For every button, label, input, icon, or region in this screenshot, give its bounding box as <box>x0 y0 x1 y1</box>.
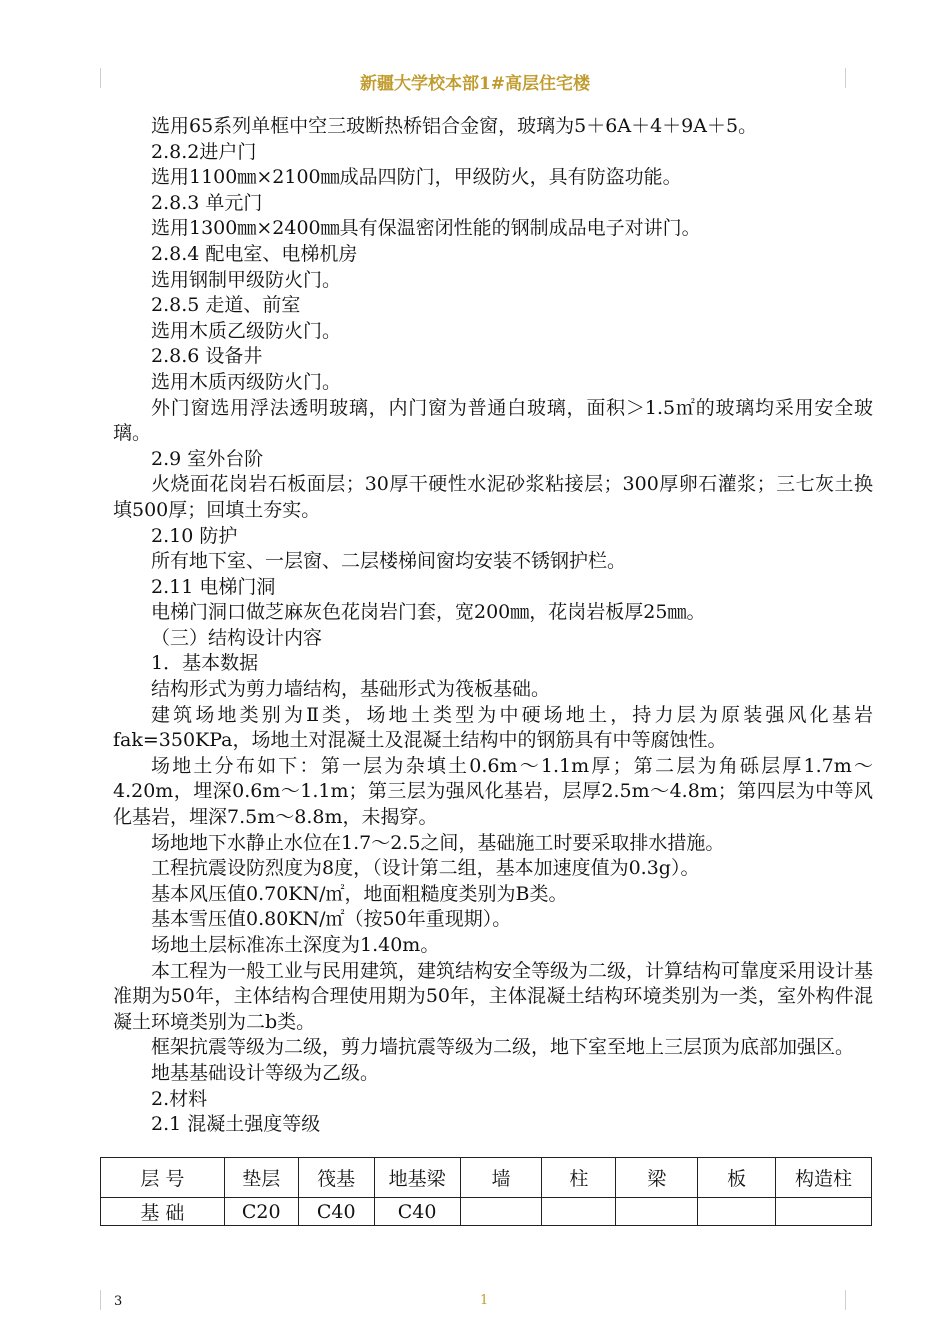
body-text <box>113 114 873 1138</box>
paragraph: 选用木质乙级防火门。 <box>151 319 342 342</box>
paragraph: 选用木质丙级防火门。 <box>151 370 342 393</box>
section-heading: 2.材料 <box>151 1087 208 1110</box>
page-corner-mark <box>845 1290 846 1310</box>
paragraph: 框架抗震等级为二级，剪力墙抗震等级为二级，地下室至地上三层顶为底部加强区。 <box>151 1036 855 1059</box>
page-corner-mark <box>100 1290 101 1310</box>
table-header-cell: 地基梁 <box>374 1158 460 1198</box>
paragraph: 外门窗选用浮法透明玻璃，内门窗为普通白玻璃，面积＞1.5㎡的玻璃均采用安全玻璃。 <box>113 396 873 445</box>
paragraph: 地基基础设计等级为乙级。 <box>151 1061 380 1084</box>
paragraph: 场地地下水静止水位在1.7～2.5之间，基础施工时要采取排水措施。 <box>151 831 725 854</box>
paragraph: 选用钢制甲级防火门。 <box>151 268 342 291</box>
paragraph: 场地土层标准冻土深度为1.40m。 <box>151 934 440 956</box>
table-header-cell: 墙 <box>460 1158 542 1198</box>
paragraph: 基本风压值0.70KN/㎡，地面粗糙度类别为B类。 <box>151 882 568 905</box>
table-header-cell: 梁 <box>616 1158 698 1198</box>
section-heading: 1．基本数据 <box>151 652 259 675</box>
table-header-cell: 板 <box>698 1158 776 1198</box>
paragraph: 建筑场地类别为Ⅱ类，场地土类型为中硬场地土，持力层为原装强风化基岩fak=350KPa，场地土对混凝土及混凝土结构中的钢筋具有中等腐蚀性。 <box>113 703 873 752</box>
section-heading: 2.1 混凝土强度等级 <box>151 1113 321 1136</box>
table-header-cell: 筏基 <box>298 1158 374 1198</box>
page-number: 3 <box>114 1294 123 1309</box>
table-cell <box>460 1198 542 1226</box>
paragraph: 电梯门洞口做芝麻灰色花岗岩门套，宽200㎜，花岗岩板厚25㎜。 <box>151 601 706 624</box>
section-heading: 2.9 室外台阶 <box>151 447 264 470</box>
table-row <box>101 1198 872 1226</box>
table-cell: C40 <box>374 1198 460 1226</box>
section-heading: 2.8.4 配电室、电梯机房 <box>151 242 358 265</box>
table-cell <box>616 1198 698 1226</box>
paragraph: 场地土分布如下：第一层为杂填土0.6m～1.1m厚；第二层为角砾层厚1.7m～4.20m，埋深0.6m～1.1m；第三层为强风化基岩，层厚2.5m～4.8m；第四层为中等风化基岩，埋深7.5m～8.8m，未揭穿。 <box>113 754 873 829</box>
table-header-cell: 构造柱 <box>776 1158 872 1198</box>
paragraph: 工程抗震设防烈度为8度，（设计第二组，基本加速度值为0.3g）。 <box>151 857 700 880</box>
section-heading: 2.11 电梯门洞 <box>151 575 276 598</box>
paragraph: 基本雪压值0.80KN/㎡（按50年重现期）。 <box>151 908 512 931</box>
table-header-row <box>101 1158 872 1198</box>
table-cell <box>698 1198 776 1226</box>
section-heading: 2.8.3 单元门 <box>151 191 263 214</box>
table-cell: C20 <box>224 1198 298 1226</box>
section-heading: 2.8.2进户门 <box>151 140 257 163</box>
paragraph: 选用65系列单框中空三玻断热桥铝合金窗，玻璃为5＋6A＋4＋9A＋5。 <box>151 115 758 137</box>
table-cell <box>776 1198 872 1226</box>
paragraph: 火烧面花岗岩石板面层；30厚干硬性水泥砂浆粘接层；300厚卵石灌浆；三七灰土换填500厚；回填土夯实。 <box>113 473 873 521</box>
section-heading: 2.8.6 设备井 <box>151 345 263 368</box>
section-heading: 2.10 防护 <box>151 524 238 547</box>
table-header-cell: 垫层 <box>224 1158 298 1198</box>
paragraph: 选用1100㎜×2100㎜成品四防门，甲级防火，具有防盗功能。 <box>151 166 682 189</box>
table-cell: 基 础 <box>101 1198 225 1226</box>
paragraph: 本工程为一般工业与民用建筑，建筑结构安全等级为二级，计算结构可靠度采用设计基准期为50年，主体结构合理使用期为50年，主体混凝土结构环境类别为一类，室外构件混凝土环境类别为二b类。 <box>113 959 874 1033</box>
concrete-grade-table <box>100 1157 872 1226</box>
paragraph: 结构形式为剪力墙结构，基础形式为筏板基础。 <box>151 678 551 701</box>
table-header-cell: 柱 <box>542 1158 616 1198</box>
section-heading: 2.8.5 走道、前室 <box>151 294 301 317</box>
section-heading: （三）结构设计内容 <box>151 626 323 649</box>
paragraph: 选用1300㎜×2400㎜具有保温密闭性能的钢制成品电子对讲门。 <box>151 217 701 240</box>
paragraph: 所有地下室、一层窗、二层楼梯间窗均安装不锈钢护栏。 <box>151 550 627 573</box>
footer-marker: 1 <box>480 1293 489 1308</box>
page-header-title: 新疆大学校本部1#高层住宅楼 <box>359 74 591 94</box>
table-header-cell: 层 号 <box>101 1158 225 1198</box>
table-cell: C40 <box>298 1198 374 1226</box>
table-cell <box>542 1198 616 1226</box>
